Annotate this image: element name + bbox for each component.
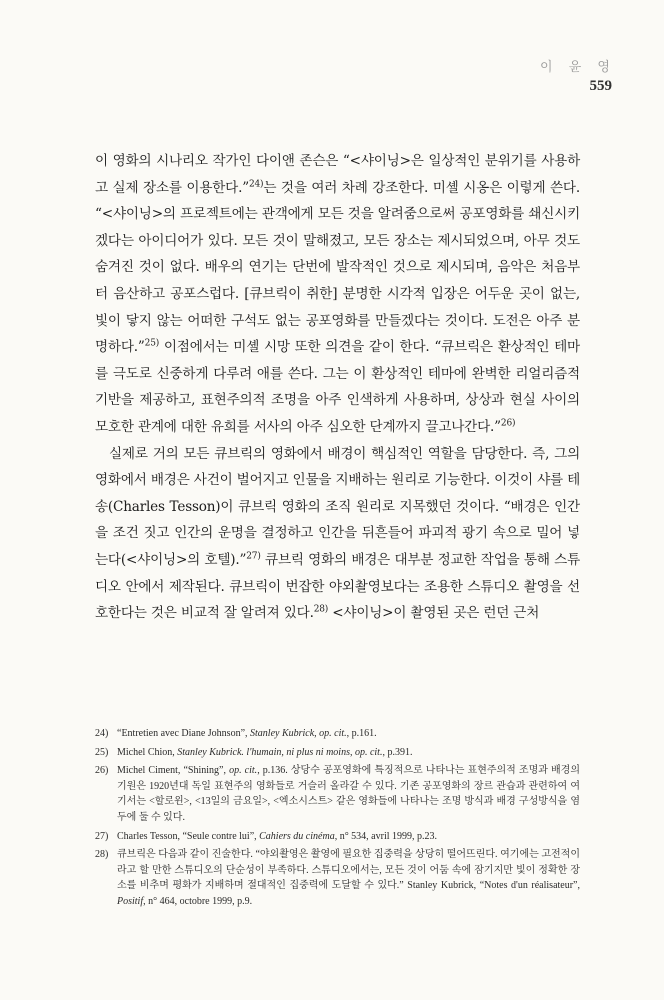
- paragraph-2-text-c: <샤이닝>이 촬영된 곳은 런던 근처: [328, 605, 540, 622]
- footnote-text-plain: , p.391.: [382, 746, 413, 758]
- paragraph-1-text-c: 이점에서는 미셸 시망 또한 의견을 같이 한다. “큐브릭은 환상적인 테마를 극도로 신중하게 다루려 애를 쓴다. 그는 이 환상적인 테마에 완벽한 리얼리즘적 기반을 제공하고, 표현주의적 조명을 아주 인색하게 사용하며, 상상과 현실 사이의 모호한 관계에 대한 유희를 서사의 아주 심오한 단계까지 끌고나간다.”: [95, 339, 580, 435]
- footnote-24: [95, 726, 580, 742]
- paragraph-2-text-a: 실제로 거의 모든 큐브릭의 영화에서 배경이 핵심적인 역할을 담당한다. 즉, 그의 영화에서 배경은 사건이 벌어지고 인물을 지배하는 원리로 기능한다. 이것이 샤를 테송(Charles Tesson)이 큐브릭 영화의 조직 원리로 지목했던 것이다. “배경은 인간을 조건 짓고 인간의 운명을 결정하고 인간을 뒤흔들어 파괴적 광기 속으로 밀어 넣는다(<샤이닝>의 호텔).”: [95, 445, 581, 568]
- body-text: [95, 148, 580, 627]
- footnote-ref-27[interactable]: 27): [246, 551, 261, 562]
- footnote-text-plain: 큐브릭은 다음과 같이 진술한다. “야외촬영은 촬영에 필요한 집중력을 상당히 떨어뜨린다. 여기에는 고전적이라고 할 만한 스튜디오의 단순성이 부족하다. 스튜디오에서는, 모든 것이 어둠 속에 잠기지만 빛이 정확한 장소를 비추며 평화가 지배하며 절대적인 집중력에 도달할 수 있다.” Stanley Kubrick, “Notes d'un réalisateur”,: [117, 849, 580, 892]
- footnote-text-italic: Stanley Kubrick, op. cit.: [250, 728, 347, 739]
- footnote-28: [95, 847, 580, 909]
- running-header-author: 이 윤 영: [540, 60, 616, 75]
- footnote-27: [95, 829, 580, 845]
- footnote-text-plain: , p.161.: [346, 728, 377, 739]
- footnote-ref-28[interactable]: 28): [313, 604, 329, 615]
- footnote-26: [95, 763, 580, 825]
- footnote-text: [117, 847, 580, 909]
- paragraph-1-text-a: 이 영화의 시나리오 작가인 다이앤 존슨은 “<샤이닝>은 일상적인 분위기를 사용하고 실제 장소를 이용한다.”: [95, 153, 580, 196]
- footnote-text-plain: , n° 464, octobre 1999, p.9.: [143, 895, 253, 907]
- footnote-number: 25): [95, 746, 109, 758]
- footnote-text-plain: Michel Ciment, “Shining”,: [117, 765, 230, 777]
- page-number: 559: [589, 78, 612, 94]
- footnote-25: [95, 745, 580, 761]
- footnote-text-plain: Charles Tesson, “Seule contre lui”,: [117, 830, 260, 842]
- footnote-text: [117, 829, 580, 845]
- footnote-ref-26[interactable]: 26): [500, 418, 516, 429]
- footnote-text-plain: , p.136. 상당수 공포영화에 특징적으로 나타나는 표현주의적 조명과 배경의 기원은 1920년대 독일 표현주의 영화들로 거슬러 올라갈 수 있다. 기존 공포영화의 장르 관습과 관련하여 여기서는 <할로윈>, <13일의 금요일>, <엑소시스트> 같은 영화들에 나타나는 조명 방식과 배경 구성방식을 염두에 둘 수 있다.: [117, 765, 581, 823]
- footnote-ref-25[interactable]: 25): [144, 338, 160, 349]
- footnote-text-plain: Michel Chion,: [117, 746, 178, 758]
- footnote-number: 24): [95, 728, 109, 739]
- footnote-number: 26): [95, 765, 109, 777]
- footnote-text-italic: op. cit.: [229, 765, 258, 777]
- paragraph-2-text-b: 큐브릭 영화의 배경은 대부분 정교한 작업을 통해 스튜디오 안에서 제작된다. 큐브릭이 번잡한 야외촬영보다는 조용한 스튜디오 촬영을 선호한다는 것은 비교적 잘 알려져 있다.: [95, 551, 581, 622]
- footnote-number: 28): [95, 849, 109, 861]
- footnote-text-italic: Stanley Kubrick. l'humain, ni plus ni moins, op. cit.: [177, 746, 383, 758]
- footnote-number: 27): [95, 830, 109, 842]
- footnote-text: [117, 726, 580, 742]
- footnote-text: [117, 763, 580, 825]
- footnote-text-plain: “Entretien avec Diane Johnson”,: [117, 728, 251, 739]
- footnotes: [95, 726, 580, 913]
- footnote-text-italic: Positif: [117, 895, 144, 907]
- footnote-ref-24[interactable]: 24): [249, 179, 264, 190]
- paragraph-2: [95, 441, 580, 627]
- footnote-text: [117, 745, 580, 761]
- footnote-text-plain: , n° 534, avril 1999, p.23.: [334, 830, 438, 842]
- paragraph-1: [95, 148, 580, 441]
- paragraph-1-text-b: 는 것을 여러 차례 강조한다. 미셸 시옹은 이렇게 쓴다. “<샤이닝>의 프로젝트에는 관객에게 모든 것을 알려줌으로써 공포영화를 쇄신시키겠다는 아이디어가 있다. 모든 것이 말해졌고, 모든 장소는 제시되었으며, 아무 것도 숨겨진 것이 없다. 배우의 연기는 단번에 발작적인 것으로 제시되며, 음악은 처음부터 음산하고 공포스럽다. [큐브릭이 취한] 분명한 시각적 입장은 어두운 곳이 없는, 빛이 닿지 않는 어떠한 구석도 없는 공포영화를 만들겠다는 것이다. 도전은 아주 분명하다.”: [95, 179, 580, 356]
- footnote-text-italic: Cahiers du cinéma: [259, 830, 335, 842]
